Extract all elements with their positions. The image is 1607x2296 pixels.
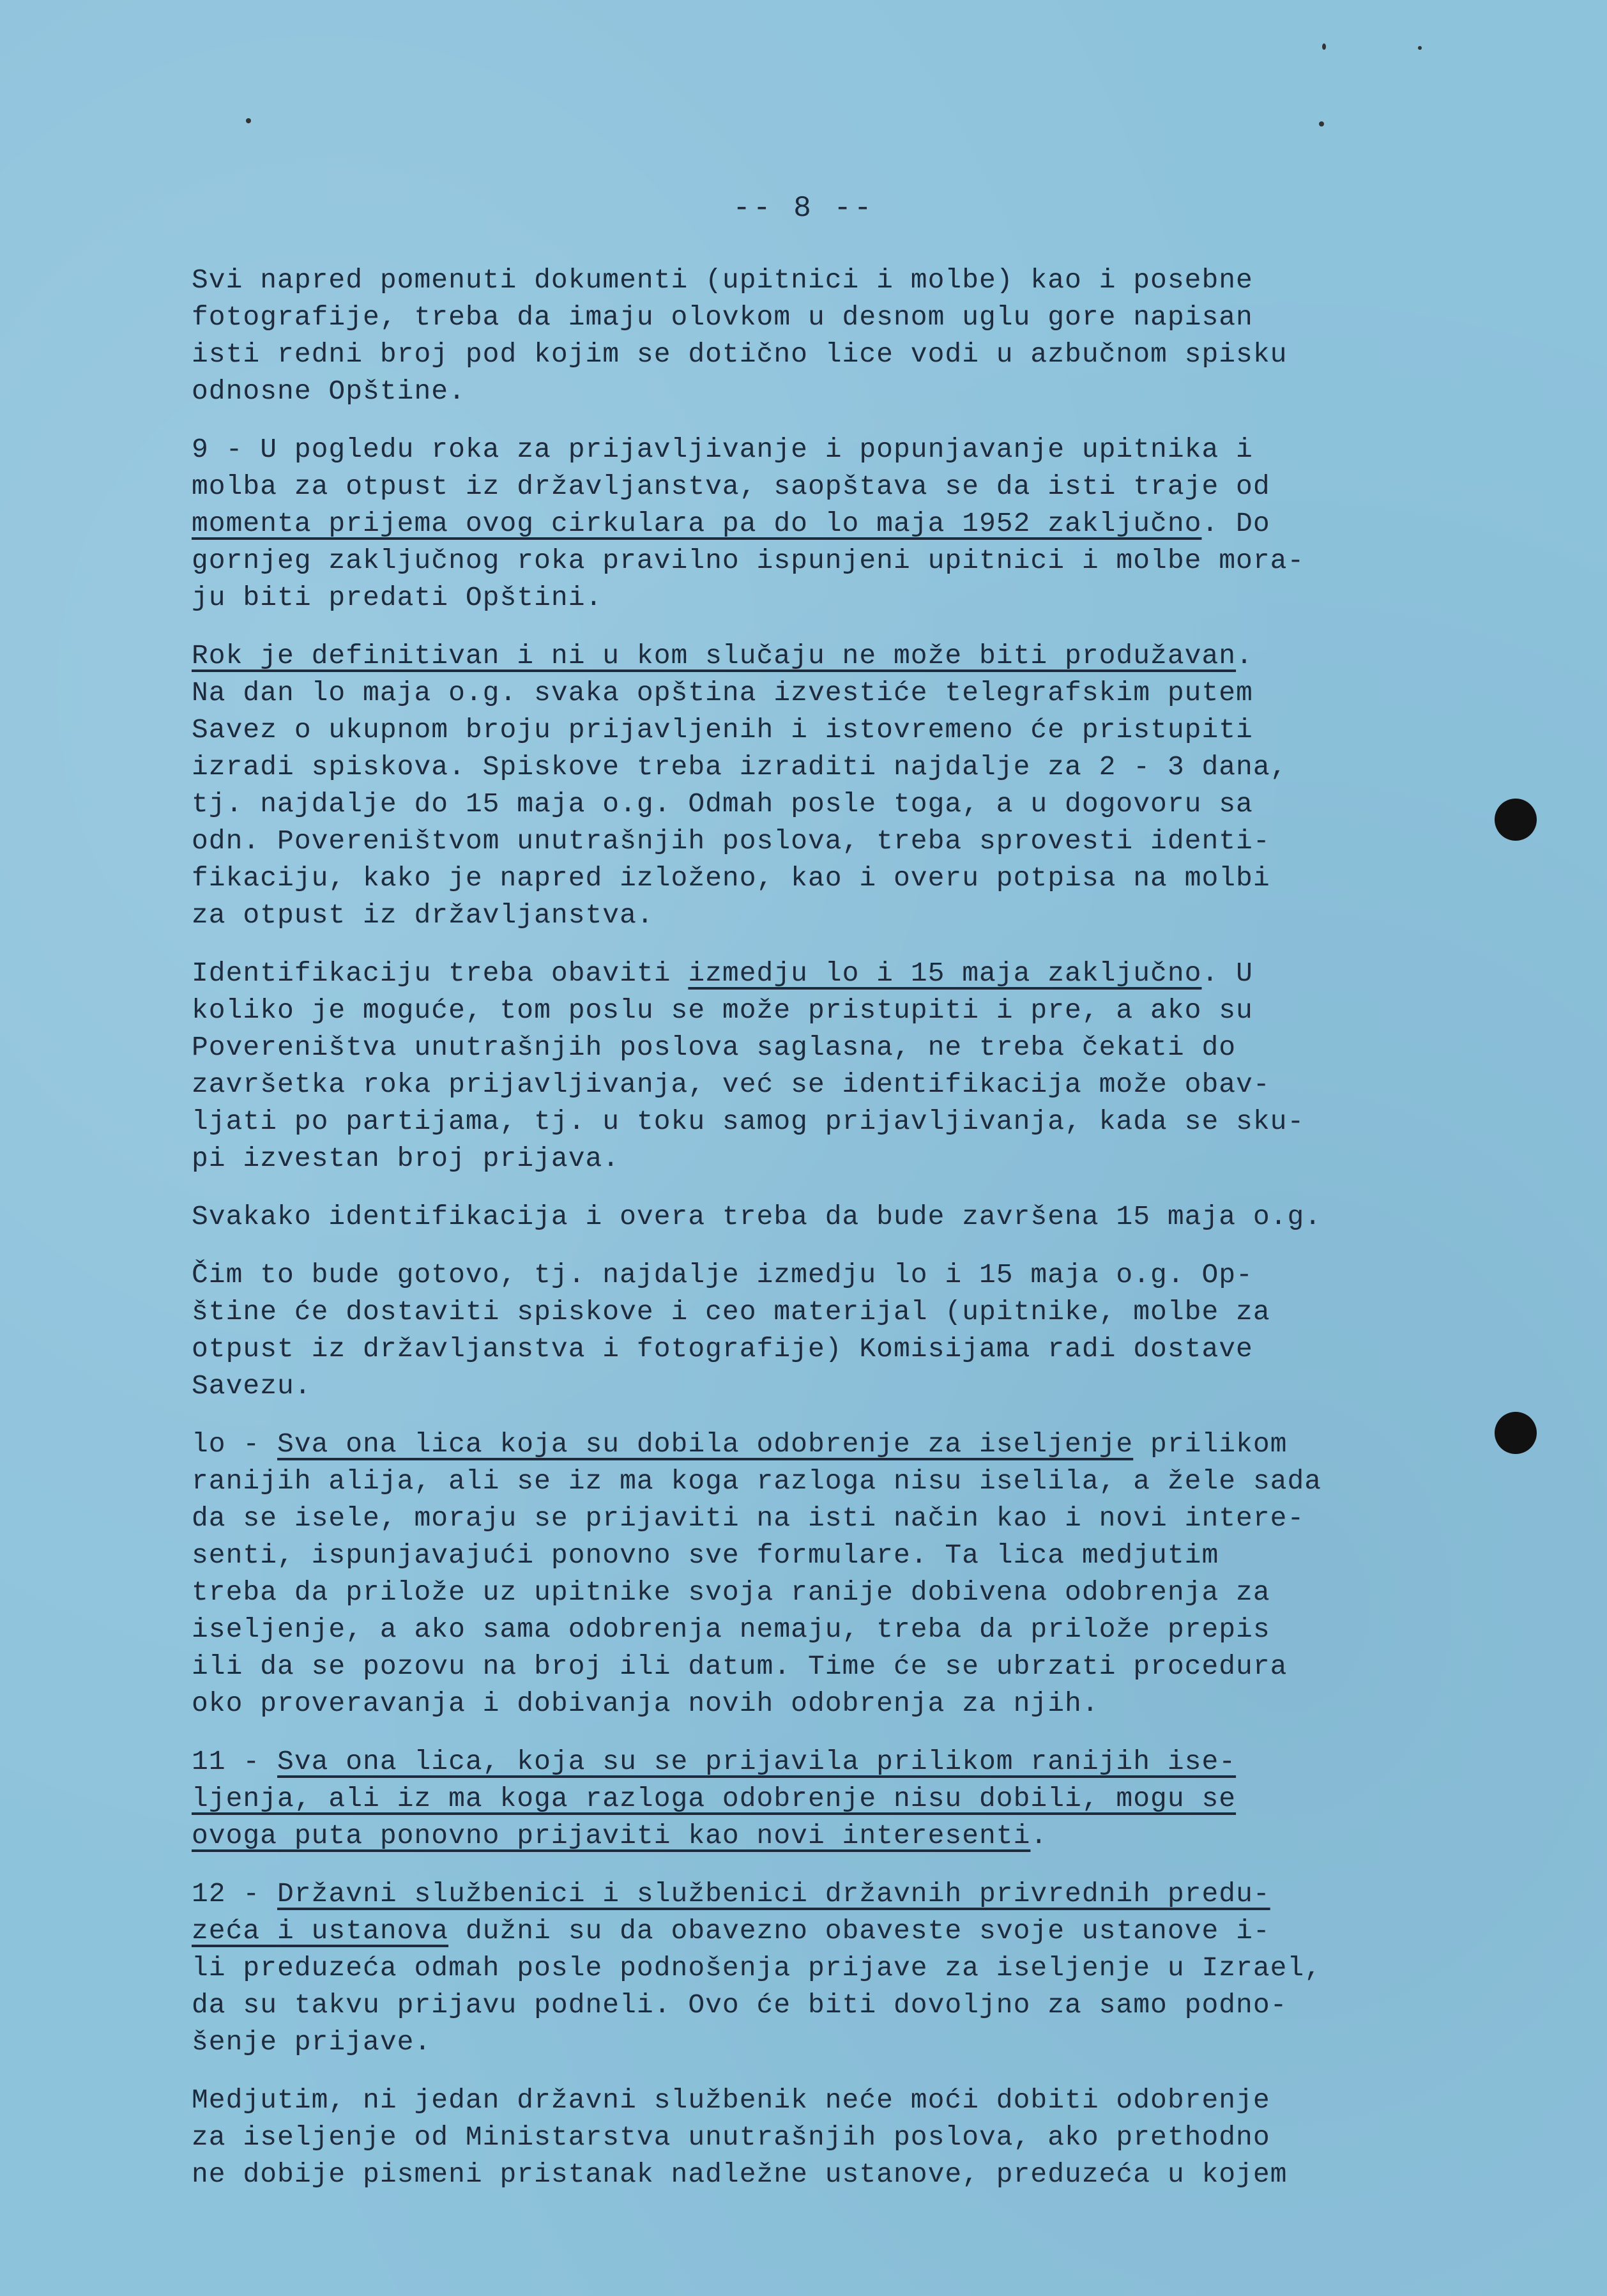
- text-line: momenta prijema ovog cirkulara pa do lo maja 1952 zaključno. Do: [192, 508, 1270, 539]
- punch-hole: [1495, 799, 1537, 841]
- text-line: zeća i ustanova dužni su da obavezno obaveste svoje ustanove i-: [192, 1915, 1270, 1947]
- paper-speck: [1322, 43, 1326, 50]
- text-line: završetka roka prijavljivanja, već se identifikacija može obav-: [192, 1069, 1270, 1100]
- text-line: Savez o ukupnom broju prijavljenih i istovremeno će pristupiti: [192, 714, 1253, 746]
- text-line: Na dan lo maja o.g. svaka opština izvestiće telegrafskim putem: [192, 677, 1253, 708]
- text-line: senti, ispunjavajući ponovno sve formulare. Ta lica medjutim: [192, 1540, 1219, 1571]
- text-line: isti redni broj pod kojim se dotično lice vodi u azbučnom spisku: [192, 339, 1288, 370]
- text-line: izradi spiskova. Spiskove treba izraditi najdalje za 2 - 3 dana,: [192, 751, 1288, 783]
- paragraph: [192, 2082, 1507, 2193]
- paragraph: [192, 955, 1507, 1177]
- paper-speck: [1319, 121, 1324, 126]
- paper-speck: [1418, 46, 1422, 50]
- text-line: ju biti predati Opštini.: [192, 582, 603, 613]
- page-number: -- 8 --: [733, 192, 874, 225]
- text-line: iseljenje, a ako sama odobrenja nemaju, treba da prilože prepis: [192, 1614, 1270, 1645]
- text-line: ovoga puta ponovno prijaviti kao novi interesenti.: [192, 1820, 1048, 1851]
- paragraph: [192, 1426, 1507, 1722]
- text-line: lo - Sva ona lica koja su dobila odobrenje za iseljenje prilikom: [192, 1428, 1288, 1460]
- text-line: ne dobije pismeni pristanak nadležne ustanove, preduzeća u kojem: [192, 2159, 1288, 2190]
- punch-hole: [1495, 1412, 1537, 1454]
- text-line: pi izvestan broj prijava.: [192, 1143, 620, 1174]
- text-line: ljati po partijama, tj. u toku samog prijavljivanja, kada se sku-: [192, 1106, 1305, 1137]
- text-line: odn. Povereništvom unutrašnjih poslova, treba sprovesti identi-: [192, 825, 1270, 857]
- text-line: li preduzeća odmah posle podnošenja prijave za iseljenje u Izrael,: [192, 1952, 1322, 1984]
- paragraph: [192, 1198, 1507, 1236]
- text-line: Čim to bude gotovo, tj. najdalje izmedju lo i 15 maja o.g. Op-: [192, 1259, 1253, 1290]
- text-line: fotografije, treba da imaju olovkom u desnom uglu gore napisan: [192, 302, 1253, 333]
- text-line: Identifikaciju treba obaviti izmedju lo i 15 maja zaključno. U: [192, 958, 1253, 989]
- text-line: šenje prijave.: [192, 2026, 432, 2058]
- text-line: 11 - Sva ona lica, koja su se prijavila prilikom ranijih ise-: [192, 1746, 1237, 1777]
- paragraph: [192, 1257, 1507, 1405]
- text-line: fikaciju, kako je napred izloženo, kao i overu potpisa na molbi: [192, 862, 1270, 894]
- paragraph: [192, 1743, 1507, 1855]
- text-line: koliko je moguće, tom poslu se može pristupiti i pre, a ako su: [192, 995, 1253, 1026]
- document-body: [192, 262, 1507, 2214]
- text-line: ili da se pozovu na broj ili datum. Time će se ubrzati procedura: [192, 1651, 1288, 1682]
- text-line: tj. najdalje do 15 maja o.g. Odmah posle toga, a u dogovoru sa: [192, 788, 1253, 820]
- text-line: treba da prilože uz upitnike svoja ranije dobivena odobrenja za: [192, 1577, 1270, 1608]
- paragraph: [192, 262, 1507, 410]
- text-line: ljenja, ali iz ma koga razloga odobrenje nisu dobili, mogu se: [192, 1783, 1237, 1814]
- text-line: Povereništva unutrašnjih poslova saglasna, ne treba čekati do: [192, 1032, 1237, 1063]
- text-line: Medjutim, ni jedan državni službenik neće moći dobiti odobrenje: [192, 2085, 1270, 2116]
- paragraph: [192, 638, 1507, 934]
- text-line: štine će dostaviti spiskove i ceo materijal (upitnike, molbe za: [192, 1296, 1270, 1328]
- paragraph: [192, 1876, 1507, 2061]
- text-line: 9 - U pogledu roka za prijavljivanje i popunjavanje upitnika i: [192, 434, 1253, 465]
- paragraph: [192, 431, 1507, 616]
- text-line: da su takvu prijavu podneli. Ovo će biti dovoljno za samo podno-: [192, 1989, 1288, 2021]
- text-line: da se isele, moraju se prijaviti na isti način kao i novi intere-: [192, 1503, 1305, 1534]
- text-line: za iseljenje od Ministarstva unutrašnjih poslova, ako prethodno: [192, 2122, 1270, 2153]
- text-line: gornjeg zaključnog roka pravilno ispunjeni upitnici i molbe mora-: [192, 545, 1305, 576]
- text-line: molba za otpust iz državljanstva, saopštava se da isti traje od: [192, 471, 1270, 502]
- text-line: otpust iz državljanstva i fotografije) Komisijama radi dostave: [192, 1333, 1253, 1365]
- text-line: Svakako identifikacija i overa treba da bude završena 15 maja o.g.: [192, 1201, 1322, 1232]
- text-line: Svi napred pomenuti dokumenti (upitnici i molbe) kao i posebne: [192, 264, 1253, 296]
- text-line: 12 - Državni službenici i službenici državnih privrednih predu-: [192, 1878, 1270, 1910]
- paper-speck: [246, 118, 251, 123]
- text-line: oko proveravanja i dobivanja novih odobrenja za njih.: [192, 1688, 1099, 1719]
- text-line: odnosne Opštine.: [192, 376, 466, 407]
- text-line: za otpust iz državljanstva.: [192, 899, 654, 931]
- text-line: ranijih alija, ali se iz ma koga razloga nisu iselila, a žele sada: [192, 1466, 1322, 1497]
- text-line: Savezu.: [192, 1370, 312, 1402]
- text-line: Rok je definitivan i ni u kom slučaju ne može biti produžavan.: [192, 640, 1253, 671]
